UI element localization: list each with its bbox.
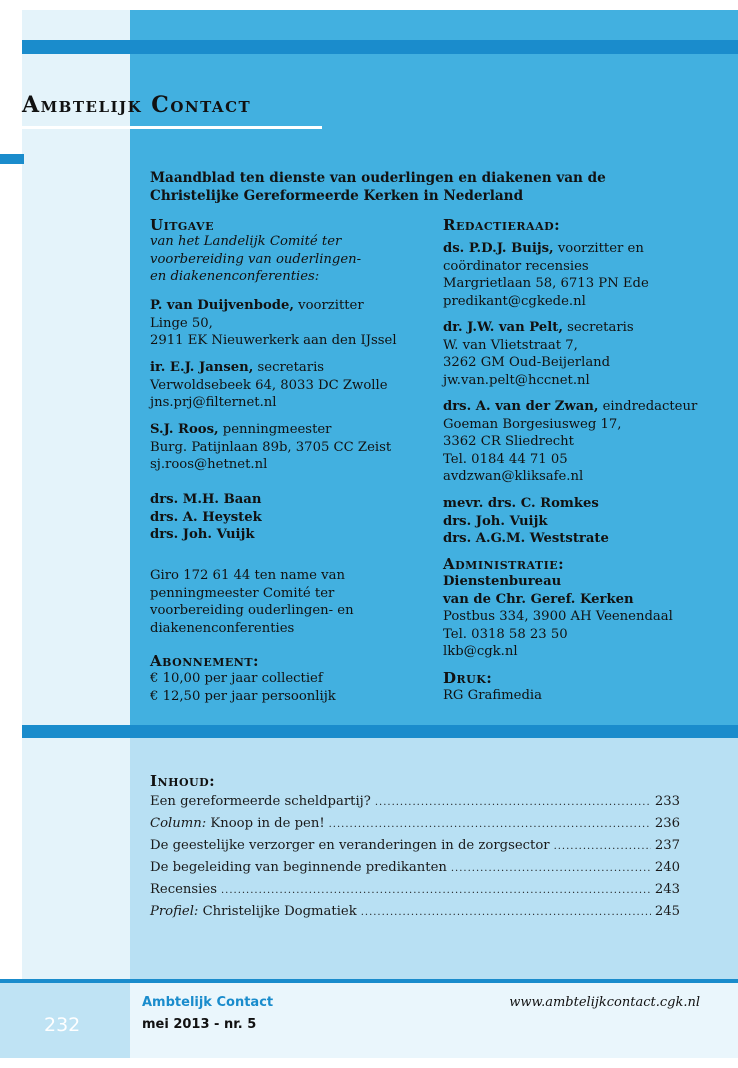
- editor-secretaris: dr. J.W. van Pelt, secretaris W. van Vlietstraat 7, 3262 GM Oud-Beijerland jw.van.pelt@hccnet.nl: [443, 320, 634, 388]
- footer-magazine-name: Ambtelijk Contact: [142, 995, 274, 1010]
- redactieraad-heading: Redactieraad:: [443, 216, 561, 234]
- side-marker: [0, 154, 24, 164]
- toc-leader: [329, 819, 651, 830]
- editor-eindredacteur: drs. A. van der Zwan, eindredacteur Goeman Borgesiusweg 17, 3362 CR Sliedrecht Tel. 0184 44 71 05 avdzwan@kliksafe.nl: [443, 399, 698, 485]
- uitgave-section: Uitgave van het Landelijk Comité ter voorbereiding van ouderlingen- en diakenenconferenties:: [150, 216, 430, 286]
- toc-page-number: 233: [654, 794, 680, 809]
- toc-page-number: 237: [654, 838, 680, 853]
- administratie-heading: Administratie:: [443, 555, 565, 573]
- editor-voorzitter: ds. P.D.J. Buijs, voorzitter en coördinator recensies Margrietlaan 58, 6713 PN Ede predikant@cgkede.nl: [443, 241, 649, 309]
- toc-page-number: 245: [654, 904, 680, 919]
- redactieraad-other-members: mevr. drs. C. Romkes drs. Joh. Vuijk drs. A.G.M. Weststrate: [443, 496, 609, 547]
- redactieraad-section: [443, 216, 733, 235]
- footer-issue: mei 2013 - nr. 5: [142, 1017, 257, 1032]
- member-penningmeester: S.J. Roos, penningmeester Burg. Patijnlaan 89b, 3705 CC Zeist sj.roos@hetnet.nl: [150, 422, 392, 473]
- toc-item[interactable]: Recensies ..... 243: [150, 882, 680, 904]
- intro-text: Maandblad ten dienste van ouderlingen en diakenen van de Christelijke Gereformeerde Kerken in Nederland: [150, 170, 606, 204]
- toc-page-number: 243: [654, 882, 680, 897]
- abonnement-heading: Abonnement:: [150, 652, 260, 670]
- uitgave-other-members: drs. M.H. Baan drs. A. Heystek drs. Joh. Vuijk: [150, 492, 262, 543]
- administratie-section: Administratie: Dienstenbureau van de Chr. Geref. Kerken Postbus 334, 3900 AH Veenendaal Tel. 0318 58 23 50 lkb@cgk.nl: [443, 555, 733, 661]
- footer-stripe: [0, 979, 738, 983]
- abonnement-section: Abonnement: € 10,00 per jaar collectief € 12,50 per jaar persoonlijk: [150, 652, 430, 705]
- member-secretaris: ir. E.J. Jansen, secretaris Verwoldsebeek 64, 8033 DC Zwolle jns.prj@filternet.nl: [150, 360, 388, 411]
- toc-item[interactable]: Column: Knoop in de pen! ..... 236: [150, 816, 680, 838]
- toc-item[interactable]: Een gereformeerde scheldpartij? ..... 233: [150, 794, 680, 816]
- uitgave-heading: Uitgave: [150, 216, 214, 234]
- website-link[interactable]: www.ambtelijkcontact.cgk.nl: [509, 995, 700, 1010]
- member-voorzitter: P. van Duijvenbode, voorzitter Linge 50, 2911 EK Nieuwerkerk aan den IJssel: [150, 298, 397, 349]
- left-margin-panel: [22, 10, 130, 980]
- toc-leader: [221, 885, 651, 896]
- contents-heading: Inhoud:: [150, 772, 216, 790]
- toc-leader: [361, 907, 651, 918]
- toc-leader: [554, 841, 651, 852]
- giro-text: Giro 172 61 44 ten name van penningmeester Comité ter voorbereiding ouderlingen- en diakenenconferenties: [150, 568, 354, 636]
- toc-page-number: 236: [654, 816, 680, 831]
- toc-item[interactable]: De begeleiding van beginnende predikanten ..... 240: [150, 860, 680, 882]
- toc-leader: [375, 797, 651, 808]
- title-underline: [0, 126, 322, 129]
- top-stripe: [22, 40, 738, 54]
- druk-heading: Druk:: [443, 669, 493, 687]
- middle-stripe: [22, 725, 738, 738]
- magazine-title: Ambtelijk Contact: [22, 92, 252, 118]
- toc-leader: [451, 863, 651, 874]
- druk-section: Druk: RG Grafimedia: [443, 669, 733, 705]
- page-number: 232: [44, 1014, 81, 1036]
- toc-page-number: 240: [654, 860, 680, 875]
- toc-item[interactable]: De geestelijke verzorger en veranderingen in de zorgsector ..... 237: [150, 838, 680, 860]
- toc-item[interactable]: Profiel: Christelijke Dogmatiek ..... 245: [150, 904, 680, 926]
